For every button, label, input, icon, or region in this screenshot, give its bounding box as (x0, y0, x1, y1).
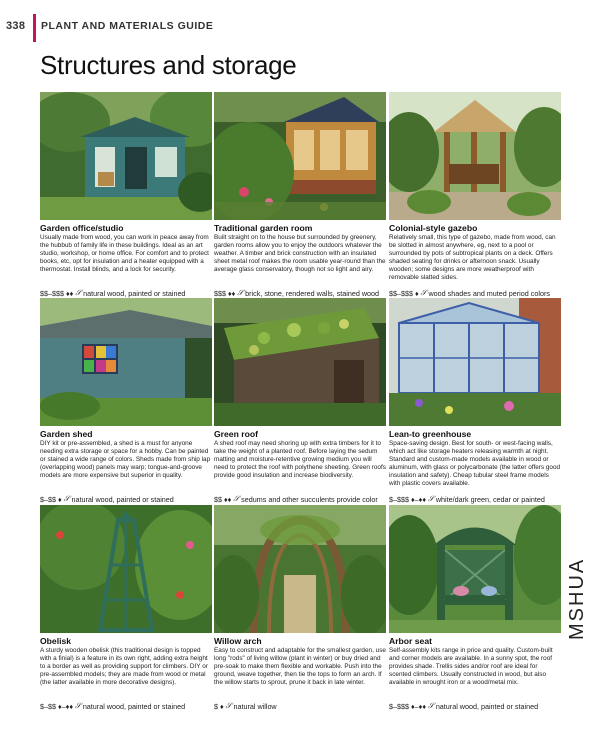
item-card (389, 505, 561, 711)
leaf-icon: 𝒮 (75, 288, 82, 297)
item-meta (214, 494, 386, 504)
leaf-icon: 𝒮 (237, 288, 244, 297)
leaf-icon: 𝒮 (420, 288, 427, 297)
photo-garden-room (214, 92, 386, 220)
item-title: Traditional garden room (214, 223, 313, 233)
maintenance-rating: ♦ (414, 288, 419, 298)
leaf-icon: 𝒮 (428, 494, 434, 503)
maintenance-rating: ♦♦ (65, 288, 74, 298)
item-description: DIY kit or pre-assembled, a shed is a must for anyone needing extra storage or space for a hobby. Can be painted or stained a wide range of colors. Sheds made from ship lap (overlapping wood) panels may warp; tongue-and-groove models are more expensive but superior in quality. (40, 440, 211, 480)
photo-green-roof (214, 298, 386, 426)
maintenance-rating: ♦ (58, 494, 62, 504)
item-title: Willow arch (214, 636, 262, 646)
item-card (40, 505, 212, 711)
photo-greenhouse (389, 298, 561, 426)
item-card (214, 505, 386, 711)
maintenance-rating: ♦–♦♦ (58, 701, 73, 711)
watermark: MSHUA (566, 557, 588, 640)
cost-rating: $–$$ (40, 494, 56, 504)
maintenance-rating: ♦♦ (228, 288, 236, 298)
item-card (40, 92, 212, 298)
cost-rating: $$–$$$ (40, 288, 64, 298)
photo-arbor-seat (389, 505, 561, 633)
item-description: Space-saving design. Best for south- or west-facing walls, which act like storage heaters releasing warmth at night. Standard and custom-made models available in wood or aluminum, with glass or polycarbonate (the latter offers good insulation and safety). Cheap tubular steel frame models with plastic covers available. (389, 440, 561, 488)
cost-rating: $–$$$ (389, 494, 409, 504)
item-card (389, 298, 561, 504)
maintenance-rating: ♦–♦♦ (411, 494, 426, 504)
item-description: A shed roof may need shoring up with extra timbers for it to take the weight of a planted roof. Before laying the sedum matting and moisture-retentive growing medium you will need to protect the roof with polythene sheeting. Green roofs provide good insulation and increase biodiversity. (214, 440, 386, 480)
photo-willow-arch (214, 505, 386, 633)
maintenance-rating: ♦–♦♦ (411, 701, 426, 711)
header-accent-bar (33, 14, 36, 42)
item-meta (40, 701, 212, 711)
item-title: Arbor seat (389, 636, 432, 646)
item-title: Garden office/studio (40, 223, 124, 233)
item-meta (389, 701, 561, 711)
section-title: PLANT AND MATERIALS GUIDE (41, 20, 214, 32)
leaf-icon: 𝒮 (428, 701, 434, 710)
item-title: Green roof (214, 429, 258, 439)
item-description: Relatively small, this type of gazebo, made from wood, can be slotted in almost anywhere, eg, next to a pool or surrounded by pots of subtropical plants on a deck. Offers shaded seating for drinks or afternoon snack. Usually wooden; some designs are more weatherproof with removable slatted sides. (389, 234, 556, 282)
cost-rating: $–$$$ (389, 701, 409, 711)
item-meta (389, 494, 561, 504)
item-description: Built straight on to the house but surrounded by greenery, garden rooms allow you to enjoy the outdoors whatever the weather. A timber and brick construction with an insulated sheet metal roof makes the room usable year-round than the average glass conservatory, though not so light and airy. (214, 234, 386, 274)
maintenance-rating: ♦ (220, 701, 224, 711)
photo-garden-office (40, 92, 212, 220)
item-description: Easy to construct and adaptable for the smallest garden, use long "rods" of living willow (plant in winter) or buy dried and pre-soak to make them flexible and workable. Push into the ground, weave together, then tie the tops to form an arch. If the willow starts to sprout, prune it back in late winter. (214, 647, 386, 687)
item-title: Colonial-style gazebo (389, 223, 478, 233)
cost-rating: $ (214, 701, 218, 711)
materials-text: white/dark green, cedar or painted (435, 494, 545, 504)
photo-garden-shed (40, 298, 212, 426)
item-card (389, 92, 561, 298)
page-number: 338 (6, 20, 26, 32)
materials-text: natural willow (233, 701, 277, 711)
item-card (214, 92, 386, 298)
item-description: A sturdy wooden obelisk (this traditional design is topped with a finial) is a feature in its own right, adding extra height to a border as well as providing support for climbers. DIY or pre-assembled models; they are made from wood or metal (the latter available in more decorative designs). (40, 647, 208, 687)
item-meta (389, 288, 561, 298)
item-title: Garden shed (40, 429, 93, 439)
item-meta (214, 288, 386, 298)
materials-text: natural wood, painted or stained (435, 701, 539, 711)
materials-text: sedums and other succulents provide color (241, 494, 378, 504)
photo-gazebo (389, 92, 561, 220)
cost-rating: $$ (214, 494, 222, 504)
item-title: Obelisk (40, 636, 72, 646)
leaf-icon: 𝒮 (233, 494, 240, 503)
materials-text: natural wood, painted or stained (82, 701, 186, 711)
cost-rating: $$–$$$ (389, 288, 413, 298)
materials-text: wood shades and muted period colors (428, 288, 550, 298)
materials-text: natural wood, painted or stained (83, 288, 186, 298)
page-title: Structures and storage (40, 50, 297, 80)
item-meta (40, 288, 212, 298)
materials-text: brick, stone, rendered walls, stained wood (245, 288, 379, 298)
item-card (40, 298, 212, 504)
leaf-icon: 𝒮 (225, 701, 232, 710)
item-card (214, 298, 386, 504)
item-description: Self-assembly kits range in price and quality. Custom-built and corner models are available. In a sunny spot, the roof provides shade. Trellis sides and/or roof are ideal for scented climbers. Usually constructed in wood, but also available in wrought iron or a wood/metal mix. (389, 647, 553, 687)
item-meta (40, 494, 212, 504)
leaf-icon: 𝒮 (63, 494, 70, 503)
item-description: Usually made from wood, you can work in peace away from the hubbub of family life in these buildings. Ideal as an art studio, workshop, or home office. For comfort and to protect books, etc, opt for insulation and a heater equipped with a thermostat. Install blinds, and a lock for security. (40, 234, 209, 274)
materials-text: natural wood, painted or stained (71, 494, 174, 504)
maintenance-rating: ♦♦ (224, 494, 232, 504)
cost-rating: $–$$ (40, 701, 56, 711)
item-title: Lean-to greenhouse (389, 429, 472, 439)
leaf-icon: 𝒮 (75, 701, 81, 710)
cost-rating: $$$ (214, 288, 226, 298)
item-meta (214, 701, 386, 711)
photo-obelisk (40, 505, 212, 633)
